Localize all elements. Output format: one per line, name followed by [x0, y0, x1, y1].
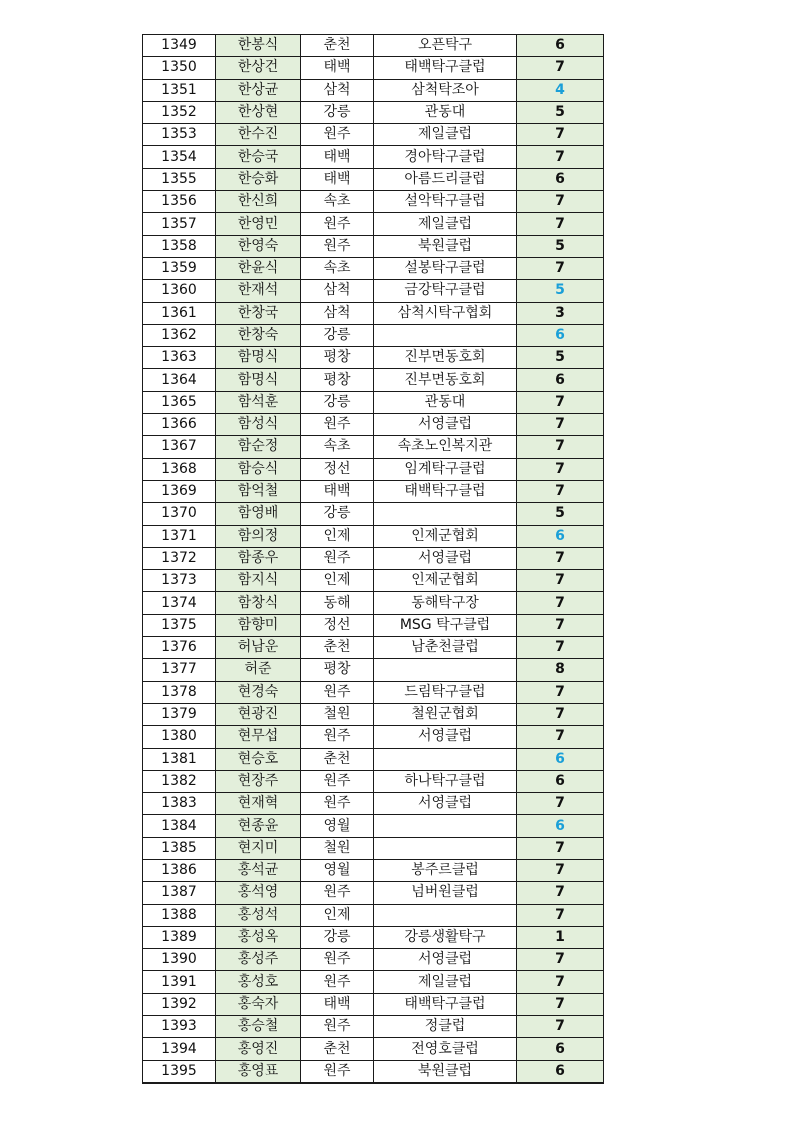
cell-number: 1393: [143, 1016, 216, 1038]
cell-region: 원주: [301, 882, 374, 904]
cell-region: 원주: [301, 726, 374, 748]
cell-name: 한봉식: [216, 35, 301, 57]
cell-name: 함성식: [216, 414, 301, 436]
cell-number: 1377: [143, 659, 216, 681]
member-table: [142, 34, 604, 1084]
cell-number: 1355: [143, 168, 216, 190]
cell-number: 1373: [143, 570, 216, 592]
cell-grade: 7: [517, 414, 604, 436]
cell-grade: 7: [517, 213, 604, 235]
cell-number: 1395: [143, 1060, 216, 1083]
cell-grade: 5: [517, 235, 604, 257]
cell-name: 한승화: [216, 168, 301, 190]
cell-grade: 6: [517, 168, 604, 190]
cell-number: 1374: [143, 592, 216, 614]
cell-club: 인제군협회: [374, 525, 517, 547]
table-row: [143, 324, 604, 346]
cell-number: 1378: [143, 681, 216, 703]
member-table-body: [143, 35, 604, 1083]
cell-name: 한창국: [216, 302, 301, 324]
cell-region: 원주: [301, 213, 374, 235]
table-row: [143, 57, 604, 79]
cell-grade: 7: [517, 124, 604, 146]
cell-number: 1394: [143, 1038, 216, 1060]
cell-grade: 7: [517, 191, 604, 213]
table-row: [143, 770, 604, 792]
cell-name: 홍숙자: [216, 993, 301, 1015]
cell-name: 홍석영: [216, 882, 301, 904]
cell-name: 한상균: [216, 79, 301, 101]
cell-number: 1353: [143, 124, 216, 146]
cell-club: 동해탁구장: [374, 592, 517, 614]
cell-region: 강릉: [301, 101, 374, 123]
cell-region: 평창: [301, 369, 374, 391]
cell-region: 원주: [301, 949, 374, 971]
cell-number: 1369: [143, 480, 216, 502]
cell-region: 원주: [301, 414, 374, 436]
cell-grade: 7: [517, 681, 604, 703]
cell-grade: 7: [517, 570, 604, 592]
cell-name: 허준: [216, 659, 301, 681]
cell-number: 1389: [143, 926, 216, 948]
cell-grade: 7: [517, 547, 604, 569]
cell-name: 함명식: [216, 347, 301, 369]
cell-region: 속초: [301, 436, 374, 458]
cell-grade: 7: [517, 257, 604, 279]
cell-club: 서영클럽: [374, 793, 517, 815]
table-row: [143, 1016, 604, 1038]
cell-region: 삼척: [301, 302, 374, 324]
cell-club: [374, 837, 517, 859]
cell-name: 함순정: [216, 436, 301, 458]
cell-grade: 7: [517, 614, 604, 636]
cell-region: 원주: [301, 124, 374, 146]
cell-number: 1354: [143, 146, 216, 168]
cell-number: 1357: [143, 213, 216, 235]
cell-grade: 7: [517, 971, 604, 993]
cell-grade: 7: [517, 1016, 604, 1038]
cell-club: 서영클럽: [374, 414, 517, 436]
cell-grade: 6: [517, 369, 604, 391]
cell-region: 춘천: [301, 637, 374, 659]
cell-grade: 3: [517, 302, 604, 324]
table-row: [143, 146, 604, 168]
cell-club: [374, 815, 517, 837]
cell-region: 인제: [301, 525, 374, 547]
cell-region: 춘천: [301, 1038, 374, 1060]
cell-club: 정클럽: [374, 1016, 517, 1038]
table-row: [143, 347, 604, 369]
table-row: [143, 302, 604, 324]
cell-region: 삼척: [301, 79, 374, 101]
table-row: [143, 458, 604, 480]
cell-name: 현지미: [216, 837, 301, 859]
cell-number: 1361: [143, 302, 216, 324]
cell-region: 원주: [301, 770, 374, 792]
cell-name: 홍영진: [216, 1038, 301, 1060]
cell-region: 태백: [301, 480, 374, 502]
cell-grade: 6: [517, 1038, 604, 1060]
table-row: [143, 993, 604, 1015]
cell-name: 한영민: [216, 213, 301, 235]
cell-grade: 7: [517, 436, 604, 458]
cell-club: [374, 659, 517, 681]
cell-name: 현광진: [216, 703, 301, 725]
cell-region: 동해: [301, 592, 374, 614]
cell-grade: 7: [517, 837, 604, 859]
cell-grade: 7: [517, 592, 604, 614]
cell-name: 함영배: [216, 503, 301, 525]
cell-grade: 7: [517, 993, 604, 1015]
table-row: [143, 191, 604, 213]
cell-club: 관동대: [374, 391, 517, 413]
table-row: [143, 614, 604, 636]
cell-grade: 7: [517, 637, 604, 659]
cell-club: 강릉생활탁구: [374, 926, 517, 948]
cell-number: 1368: [143, 458, 216, 480]
cell-grade: 8: [517, 659, 604, 681]
cell-name: 홍성호: [216, 971, 301, 993]
cell-region: 원주: [301, 1060, 374, 1083]
cell-club: 서영클럽: [374, 949, 517, 971]
cell-club: 태백탁구클럽: [374, 57, 517, 79]
cell-number: 1376: [143, 637, 216, 659]
cell-region: 춘천: [301, 35, 374, 57]
cell-region: 강릉: [301, 926, 374, 948]
cell-name: 함억철: [216, 480, 301, 502]
cell-number: 1366: [143, 414, 216, 436]
cell-name: 현재혁: [216, 793, 301, 815]
cell-grade: 7: [517, 703, 604, 725]
cell-club: 남춘천클럽: [374, 637, 517, 659]
cell-number: 1349: [143, 35, 216, 57]
cell-number: 1384: [143, 815, 216, 837]
cell-club: 관동대: [374, 101, 517, 123]
cell-number: 1375: [143, 614, 216, 636]
cell-club: 진부면동호회: [374, 369, 517, 391]
cell-region: 철원: [301, 837, 374, 859]
cell-number: 1388: [143, 904, 216, 926]
cell-region: 영월: [301, 815, 374, 837]
table-row: [143, 369, 604, 391]
cell-grade: 6: [517, 324, 604, 346]
table-row: [143, 815, 604, 837]
cell-club: 설봉탁구클럽: [374, 257, 517, 279]
cell-grade: 7: [517, 391, 604, 413]
cell-region: 속초: [301, 191, 374, 213]
cell-name: 홍성옥: [216, 926, 301, 948]
table-row: [143, 949, 604, 971]
cell-number: 1383: [143, 793, 216, 815]
table-row: [143, 280, 604, 302]
cell-club: 봉주르클럽: [374, 859, 517, 881]
table-row: [143, 391, 604, 413]
cell-name: 한수진: [216, 124, 301, 146]
cell-region: 태백: [301, 146, 374, 168]
cell-number: 1379: [143, 703, 216, 725]
cell-grade: 6: [517, 1060, 604, 1083]
cell-grade: 7: [517, 726, 604, 748]
cell-club: 북원클럽: [374, 1060, 517, 1083]
cell-grade: 6: [517, 770, 604, 792]
cell-grade: 4: [517, 79, 604, 101]
cell-region: 원주: [301, 971, 374, 993]
table-row: [143, 926, 604, 948]
cell-name: 한영숙: [216, 235, 301, 257]
cell-grade: 6: [517, 815, 604, 837]
cell-name: 함창식: [216, 592, 301, 614]
cell-name: 함지식: [216, 570, 301, 592]
cell-region: 강릉: [301, 391, 374, 413]
cell-club: 임계탁구클럽: [374, 458, 517, 480]
cell-grade: 5: [517, 503, 604, 525]
cell-region: 속초: [301, 257, 374, 279]
cell-name: 한윤식: [216, 257, 301, 279]
table-row: [143, 213, 604, 235]
table-row: [143, 904, 604, 926]
table-row: [143, 726, 604, 748]
cell-grade: 7: [517, 793, 604, 815]
table-row: [143, 837, 604, 859]
cell-region: 원주: [301, 793, 374, 815]
cell-grade: 6: [517, 748, 604, 770]
cell-number: 1352: [143, 101, 216, 123]
table-row: [143, 168, 604, 190]
table-row: [143, 882, 604, 904]
cell-name: 함종우: [216, 547, 301, 569]
table-row: [143, 659, 604, 681]
cell-name: 한상현: [216, 101, 301, 123]
cell-region: 정선: [301, 614, 374, 636]
cell-name: 홍영표: [216, 1060, 301, 1083]
cell-grade: 7: [517, 146, 604, 168]
cell-club: 설악탁구클럽: [374, 191, 517, 213]
cell-grade: 7: [517, 458, 604, 480]
cell-number: 1351: [143, 79, 216, 101]
table-row: [143, 503, 604, 525]
cell-number: 1360: [143, 280, 216, 302]
cell-name: 홍성주: [216, 949, 301, 971]
cell-number: 1350: [143, 57, 216, 79]
cell-region: 인제: [301, 904, 374, 926]
table-row: [143, 101, 604, 123]
cell-region: 영월: [301, 859, 374, 881]
cell-club: 철원군협회: [374, 703, 517, 725]
cell-region: 태백: [301, 57, 374, 79]
cell-number: 1381: [143, 748, 216, 770]
cell-grade: 6: [517, 35, 604, 57]
cell-name: 함승식: [216, 458, 301, 480]
cell-name: 홍승철: [216, 1016, 301, 1038]
cell-grade: 7: [517, 57, 604, 79]
table-row: [143, 525, 604, 547]
cell-club: 서영클럽: [374, 726, 517, 748]
cell-region: 춘천: [301, 748, 374, 770]
cell-number: 1387: [143, 882, 216, 904]
cell-grade: 5: [517, 280, 604, 302]
cell-name: 현장주: [216, 770, 301, 792]
cell-name: 함향미: [216, 614, 301, 636]
table-row: [143, 1038, 604, 1060]
table-row: [143, 703, 604, 725]
cell-region: 인제: [301, 570, 374, 592]
cell-region: 평창: [301, 347, 374, 369]
cell-grade: 5: [517, 101, 604, 123]
table-row: [143, 235, 604, 257]
cell-name: 현승호: [216, 748, 301, 770]
table-row: [143, 793, 604, 815]
cell-region: 강릉: [301, 324, 374, 346]
cell-number: 1365: [143, 391, 216, 413]
cell-club: 삼척탁조아: [374, 79, 517, 101]
cell-number: 1363: [143, 347, 216, 369]
cell-club: 진부면동호회: [374, 347, 517, 369]
cell-club: 아름드리클럽: [374, 168, 517, 190]
cell-grade: 5: [517, 347, 604, 369]
cell-name: 함의정: [216, 525, 301, 547]
cell-name: 현무섭: [216, 726, 301, 748]
cell-number: 1390: [143, 949, 216, 971]
table-row: [143, 547, 604, 569]
cell-region: 태백: [301, 168, 374, 190]
cell-club: 전영호클럽: [374, 1038, 517, 1060]
cell-name: 현종윤: [216, 815, 301, 837]
cell-grade: 7: [517, 859, 604, 881]
cell-region: 원주: [301, 235, 374, 257]
cell-club: 제일클럽: [374, 971, 517, 993]
cell-grade: 1: [517, 926, 604, 948]
table-row: [143, 681, 604, 703]
cell-grade: 7: [517, 882, 604, 904]
cell-club: 하나탁구클럽: [374, 770, 517, 792]
table-row: [143, 592, 604, 614]
cell-number: 1367: [143, 436, 216, 458]
cell-name: 홍석균: [216, 859, 301, 881]
cell-name: 한신희: [216, 191, 301, 213]
cell-club: 경아탁구클럽: [374, 146, 517, 168]
cell-name: 허남운: [216, 637, 301, 659]
table-row: [143, 859, 604, 881]
cell-name: 한창숙: [216, 324, 301, 346]
cell-club: [374, 748, 517, 770]
cell-region: 원주: [301, 547, 374, 569]
cell-number: 1380: [143, 726, 216, 748]
cell-club: 삼척시탁구협회: [374, 302, 517, 324]
table-row: [143, 257, 604, 279]
table-row: [143, 79, 604, 101]
cell-number: 1372: [143, 547, 216, 569]
cell-number: 1382: [143, 770, 216, 792]
table-row: [143, 480, 604, 502]
cell-number: 1356: [143, 191, 216, 213]
cell-name: 함석훈: [216, 391, 301, 413]
cell-club: 태백탁구클럽: [374, 480, 517, 502]
table-row: [143, 570, 604, 592]
cell-region: 원주: [301, 681, 374, 703]
cell-club: 드림탁구클럽: [374, 681, 517, 703]
cell-club: MSG 탁구클럽: [374, 614, 517, 636]
cell-name: 홍성석: [216, 904, 301, 926]
cell-region: 삼척: [301, 280, 374, 302]
cell-number: 1358: [143, 235, 216, 257]
cell-club: 인제군협회: [374, 570, 517, 592]
cell-name: 한상건: [216, 57, 301, 79]
table-row: [143, 124, 604, 146]
table-row: [143, 414, 604, 436]
cell-club: 서영클럽: [374, 547, 517, 569]
cell-club: 태백탁구클럽: [374, 993, 517, 1015]
table-row: [143, 436, 604, 458]
cell-club: 오픈탁구: [374, 35, 517, 57]
cell-club: 금강탁구클럽: [374, 280, 517, 302]
cell-number: 1386: [143, 859, 216, 881]
cell-club: 북원클럽: [374, 235, 517, 257]
cell-club: [374, 503, 517, 525]
cell-name: 한재석: [216, 280, 301, 302]
cell-number: 1370: [143, 503, 216, 525]
table-row: [143, 637, 604, 659]
cell-region: 원주: [301, 1016, 374, 1038]
cell-region: 정선: [301, 458, 374, 480]
table-row: [143, 748, 604, 770]
table-row: [143, 35, 604, 57]
cell-grade: 7: [517, 949, 604, 971]
cell-club: 제일클럽: [374, 124, 517, 146]
cell-number: 1385: [143, 837, 216, 859]
cell-name: 현경숙: [216, 681, 301, 703]
cell-club: 넘버원클럽: [374, 882, 517, 904]
cell-name: 함명식: [216, 369, 301, 391]
cell-number: 1392: [143, 993, 216, 1015]
cell-club: 제일클럽: [374, 213, 517, 235]
cell-grade: 7: [517, 904, 604, 926]
cell-grade: 6: [517, 525, 604, 547]
cell-number: 1391: [143, 971, 216, 993]
cell-club: 속초노인복지관: [374, 436, 517, 458]
cell-number: 1362: [143, 324, 216, 346]
cell-club: [374, 324, 517, 346]
cell-number: 1359: [143, 257, 216, 279]
table-row: [143, 971, 604, 993]
cell-region: 강릉: [301, 503, 374, 525]
cell-region: 철원: [301, 703, 374, 725]
cell-name: 한승국: [216, 146, 301, 168]
cell-region: 평창: [301, 659, 374, 681]
cell-club: [374, 904, 517, 926]
cell-number: 1371: [143, 525, 216, 547]
cell-region: 태백: [301, 993, 374, 1015]
table-row: [143, 1060, 604, 1083]
cell-grade: 7: [517, 480, 604, 502]
cell-number: 1364: [143, 369, 216, 391]
